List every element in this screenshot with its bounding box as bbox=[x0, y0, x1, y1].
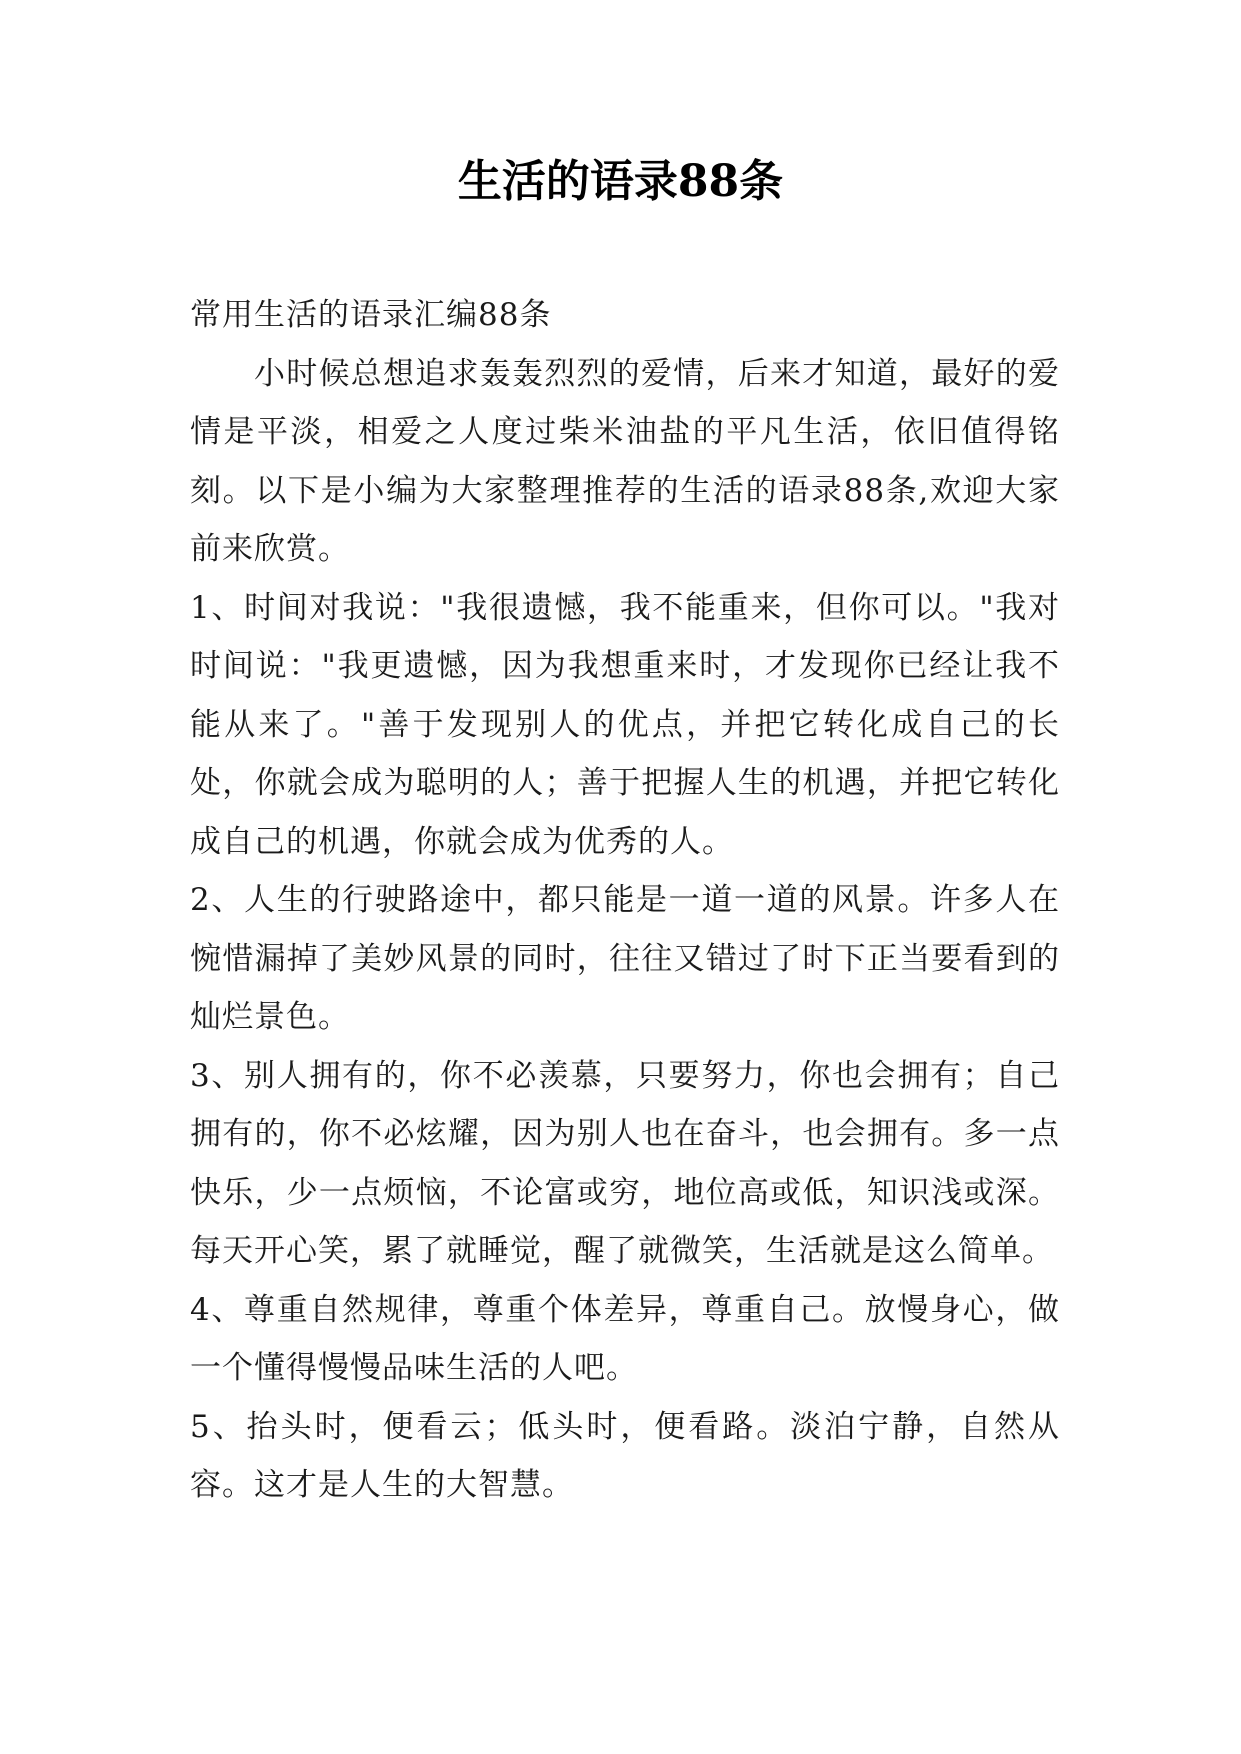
quote-item-2: 2、人生的行驶路途中，都只能是一道一道的风景。许多人在惋惜漏掉了美妙风景的同时，往往又错过了时下正当要看到的灿烂景色。 bbox=[190, 882, 1060, 1035]
document-body bbox=[190, 286, 1060, 1515]
quote-item-3: 3、别人拥有的，你不必羡慕，只要努力，你也会拥有；自己拥有的，你不必炫耀，因为别人也在奋斗，也会拥有。多一点快乐，少一点烦恼，不论富或穷，地位高或低，知识浅或深。每天开心笑，累了就睡觉，醒了就微笑，生活就是这么简单。 bbox=[190, 1057, 1060, 1269]
quote-item-5: 5、抬头时，便看云；低头时，便看路。淡泊宁静，自然从容。这才是人生的大智慧。 bbox=[190, 1408, 1060, 1503]
document-title: 生活的语录88条 bbox=[457, 156, 784, 207]
quote-item-1: 1、时间对我说："我很遗憾，我不能重来，但你可以。"我对时间说："我更遗憾，因为我想重来时，才发现你已经让我不能从来了。"善于发现别人的优点，并把它转化成自己的长处，你就会成为聪明的人；善于把握人生的机遇，并把它转化成自己的机遇，你就会成为优秀的人。 bbox=[190, 589, 1060, 860]
quote-item-4: 4、尊重自然规律，尊重个体差异，尊重自己。放慢身心，做一个懂得慢慢品味生活的人吧。 bbox=[190, 1291, 1060, 1386]
intro-paragraph: 小时候总想追求轰轰烈烈的爱情，后来才知道，最好的爱情是平淡，相爱之人度过柴米油盐的平凡生活，依旧值得铭刻。以下是小编为大家整理推荐的生活的语录88条,欢迎大家前来欣赏。 bbox=[190, 355, 1060, 567]
subtitle: 常用生活的语录汇编88条 bbox=[190, 297, 552, 333]
